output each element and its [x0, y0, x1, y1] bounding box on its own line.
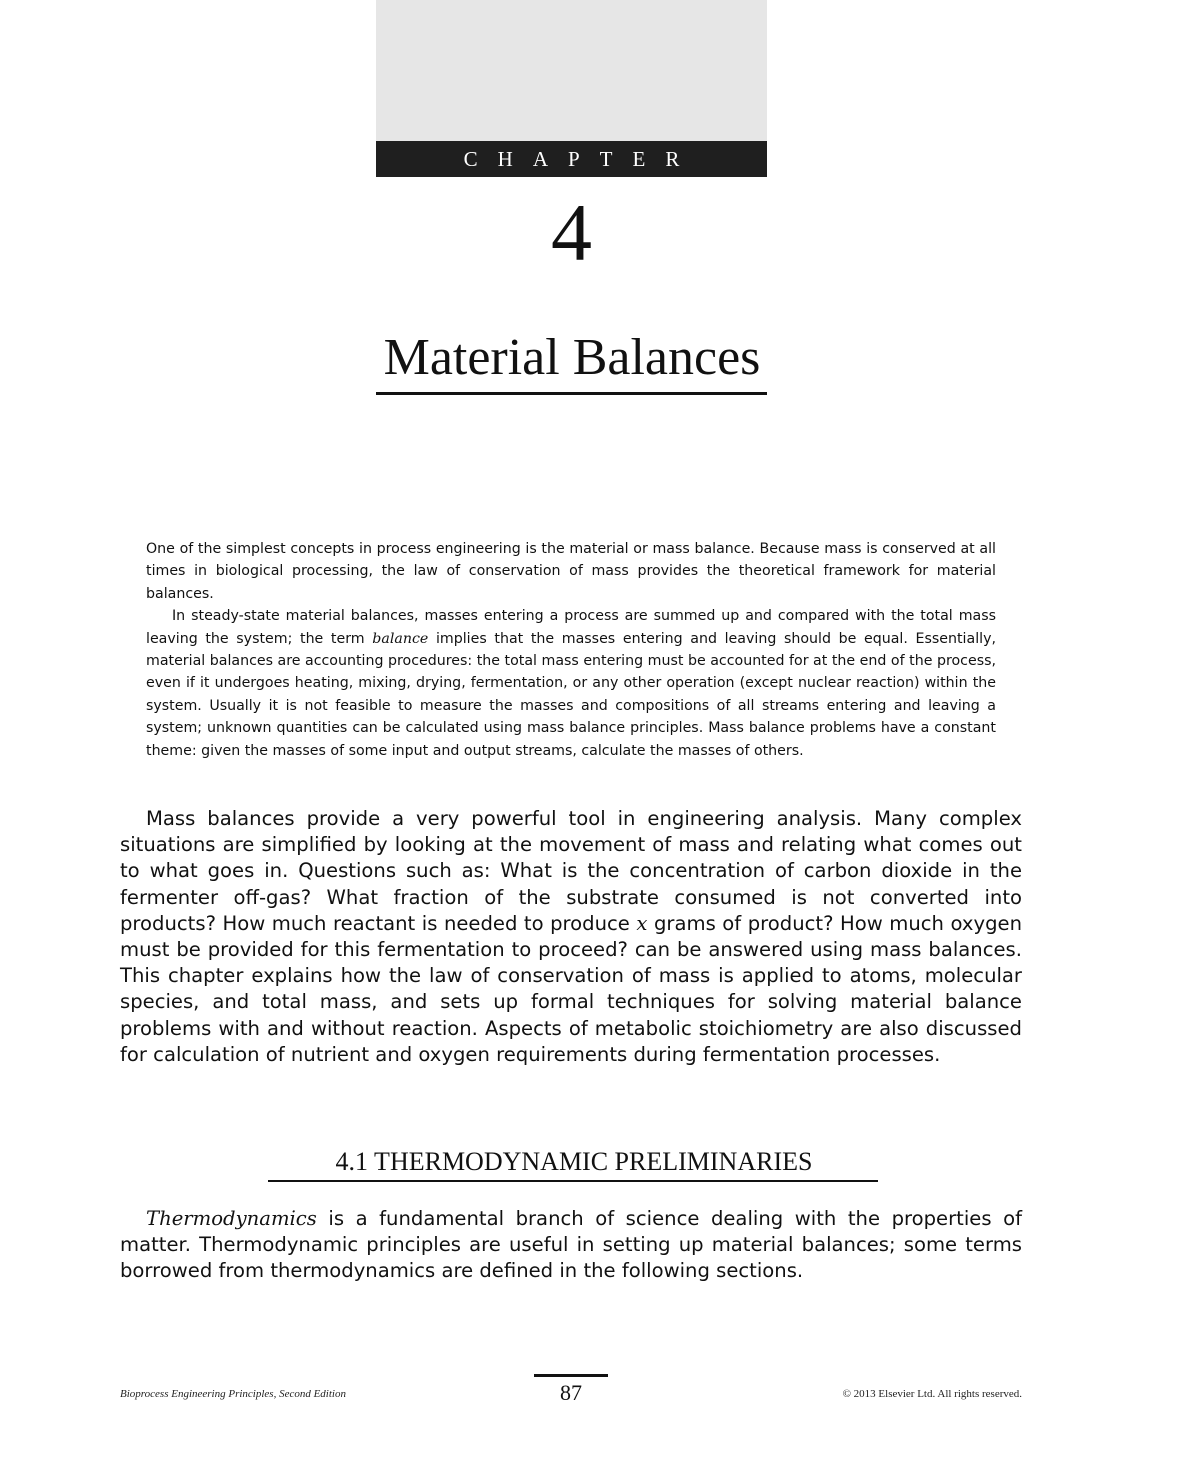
section-rule: [268, 1180, 878, 1182]
abstract-p2-text-b: implies that the masses entering and leaving should be equal. Essentially, material balances are accounting procedures: the total mass entering must be accounted for at the end of the process, even if it undergoes heating, mixing, drying, fermentation, or any other operation (except nuclear reaction) within the system. Usually it is not feasible to measure the masses and compositions of all streams entering and leaving a system; unknown quantities can be calculated using mass balance principles. Mass balance problems have a constant theme: given the masses of some input and output streams, calculate the masses of others.: [146, 630, 996, 759]
section-paragraph: [120, 1206, 1022, 1285]
chapter-label: CHAPTER: [376, 141, 767, 177]
abstract-p2-text-a: In steady-state material balances, masses entering a process are summed up and compared with the total mass leaving the system; the term: [146, 608, 996, 647]
chapter-title: Material Balances: [383, 329, 761, 386]
abstract-paragraph-1: One of the simplest concepts in process engineering is the material or mass balance. Because mass is conserved at all times in biological processing, the law of conservation of mass provides the theoretical framework for material balances.: [146, 541, 996, 602]
footer-rule: [534, 1374, 608, 1377]
intro-paragraph: [120, 806, 1022, 1068]
page-number: 87: [560, 1380, 582, 1405]
intro-body: [120, 806, 1022, 1068]
section-italic-term: Thermodynamics: [146, 1207, 317, 1230]
chapter-abstract: [146, 538, 996, 762]
intro-text-b: grams of product? How much oxygen must be provided for this fermentation to proceed? can be answered using mass balances. This chapter explains how the law of conservation of mass is applied to atoms, molecular species, and total mass, and sets up formal techniques for solving material balance problems with and without reaction. Aspects of metabolic stoichiometry are also discussed for calculation of nutrient and oxygen requirements during fermentation processes.: [120, 911, 1022, 1066]
footer-book-title: Bioprocess Engineering Principles, Second Edition: [120, 1388, 346, 1400]
section-text: is a fundamental branch of science dealing with the properties of matter. Thermodynamic principles are useful in setting up material balances; some terms borrowed from thermodynamics are defined in the following sections.: [120, 1207, 1022, 1283]
abstract-paragraph-2: [146, 605, 996, 762]
abstract-p2-italic: balance: [372, 630, 429, 647]
chapter-header-block: [376, 0, 767, 141]
intro-text-a: Mass balances provide a very powerful tool in engineering analysis. Many complex situations are simplified by looking at the movement of mass and relating what comes out to what goes in. Questions such as: What is the concentration of carbon dioxide in the fermenter off-gas? What fraction of the substrate consumed is not converted into products? How much reactant is needed to produce: [120, 807, 1022, 935]
intro-italic-x: x: [636, 911, 648, 935]
chapter-number: 4: [551, 187, 592, 278]
section-body: [120, 1206, 1022, 1285]
footer-copyright: © 2013 Elsevier Ltd. All rights reserved.: [842, 1388, 1022, 1400]
section-heading: 4.1 THERMODYNAMIC PRELIMINARIES: [335, 1147, 813, 1176]
title-rule: [376, 392, 767, 395]
